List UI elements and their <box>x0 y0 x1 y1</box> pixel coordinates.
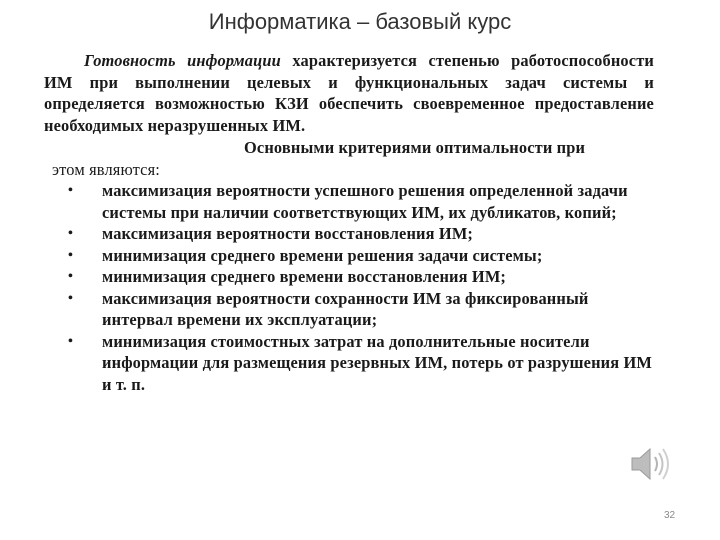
list-item <box>68 331 654 396</box>
criterion-text: максимизация вероятности успешного решения определенной задачи системы при наличии соответствующих ИМ, их дубликатов, копий; <box>102 181 628 222</box>
scanned-text-block <box>44 50 654 395</box>
list-item <box>68 245 654 267</box>
criterion-text: максимизация вероятности восстановления ИМ; <box>102 224 474 243</box>
slide-number: 32 <box>664 510 676 521</box>
definition-text: характеризуется степенью работоспособности ИМ при выполнении целевых и функциональных задач системы и определяется возможностью КЗИ обеспечить своевременное предоставление необходимых неразрушенных ИМ. <box>44 51 654 135</box>
criteria-intro-line2: этом являются: <box>52 159 160 179</box>
bullet-icon: • <box>68 269 74 284</box>
definition-paragraph <box>44 50 654 136</box>
list-item <box>68 180 654 223</box>
criterion-text: минимизация среднего времени восстановления ИМ; <box>102 267 507 286</box>
list-item <box>68 223 654 245</box>
criteria-intro-line1: Основными критериями оптимальности при <box>244 138 586 157</box>
bullet-icon: • <box>68 183 74 198</box>
criterion-text: минимизация стоимостных затрат на дополнительные носители информации для размещения резервных ИМ, потерь от разрушения ИМ и т. п. <box>102 331 653 394</box>
criterion-text: максимизация вероятности сохранности ИМ за фиксированный интервал времени их эксплуатации; <box>102 288 589 329</box>
list-item <box>68 288 654 331</box>
bullet-icon: • <box>68 247 74 263</box>
italic-term: Готовность информации <box>84 51 281 70</box>
slide-title: Информатика – базовый курс <box>208 9 512 34</box>
list-item <box>68 266 654 288</box>
criteria-list <box>44 180 654 395</box>
bullet-icon: • <box>68 226 74 241</box>
speaker-icon[interactable] <box>628 444 674 484</box>
criterion-text: минимизация среднего времени решения задачи системы; <box>102 245 543 265</box>
bullet-icon: • <box>68 290 74 306</box>
bullet-icon: • <box>68 333 74 349</box>
